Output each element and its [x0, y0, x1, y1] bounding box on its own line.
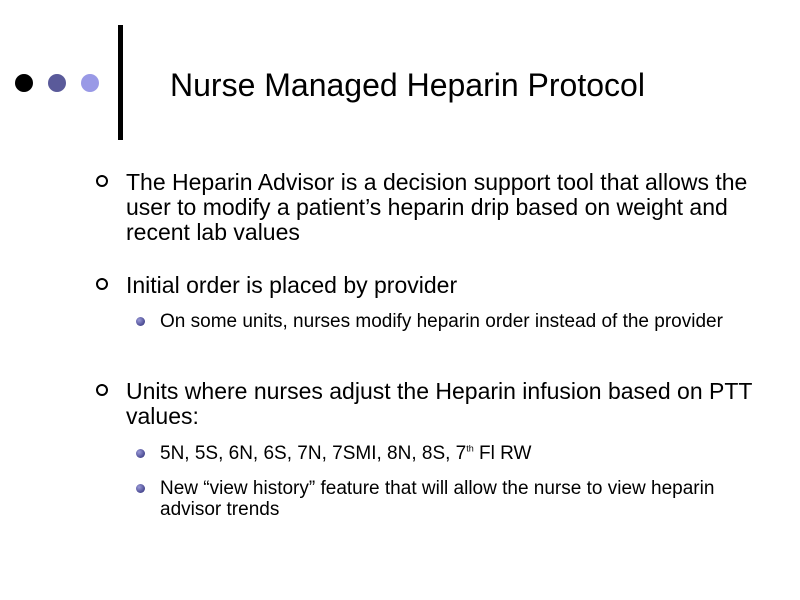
bullet-ring-icon [96, 278, 108, 290]
bullet-text: Initial order is placed by provider [126, 272, 458, 298]
sub-bullet-dot-icon [136, 484, 145, 493]
units-list-text: 5N, 5S, 6N, 6S, 7N, 7SMI, 8N, 8S, 7 [160, 443, 467, 464]
decorative-dot-black [15, 74, 33, 92]
decorative-dot-dark-blue [48, 74, 66, 92]
bullet-ring-icon [96, 175, 108, 187]
slide-title: Nurse Managed Heparin Protocol [170, 67, 645, 103]
sub-bullet-text: New “view history” feature that will allow the nurse to view heparin advisor trends [160, 478, 715, 520]
title-divider-line [118, 25, 123, 140]
sub-bullet-units [160, 443, 760, 464]
decorative-dot-light-blue [81, 74, 99, 92]
bullet-text: The Heparin Advisor is a decision support tool that allows the user to modify a patient’s heparin drip based on weight and recent lab values [126, 169, 748, 245]
sub-bullet-text: On some units, nurses modify heparin order instead of the provider [160, 311, 723, 332]
bullet-ring-icon [96, 384, 108, 396]
sub-bullet-dot-icon [136, 317, 145, 326]
units-list-suffix: Fl RW [473, 443, 532, 464]
bullet-text: Units where nurses adjust the Heparin infusion based on PTT values: [126, 378, 753, 429]
ordinal-suffix: th [466, 443, 474, 454]
sub-bullet-dot-icon [136, 449, 145, 458]
